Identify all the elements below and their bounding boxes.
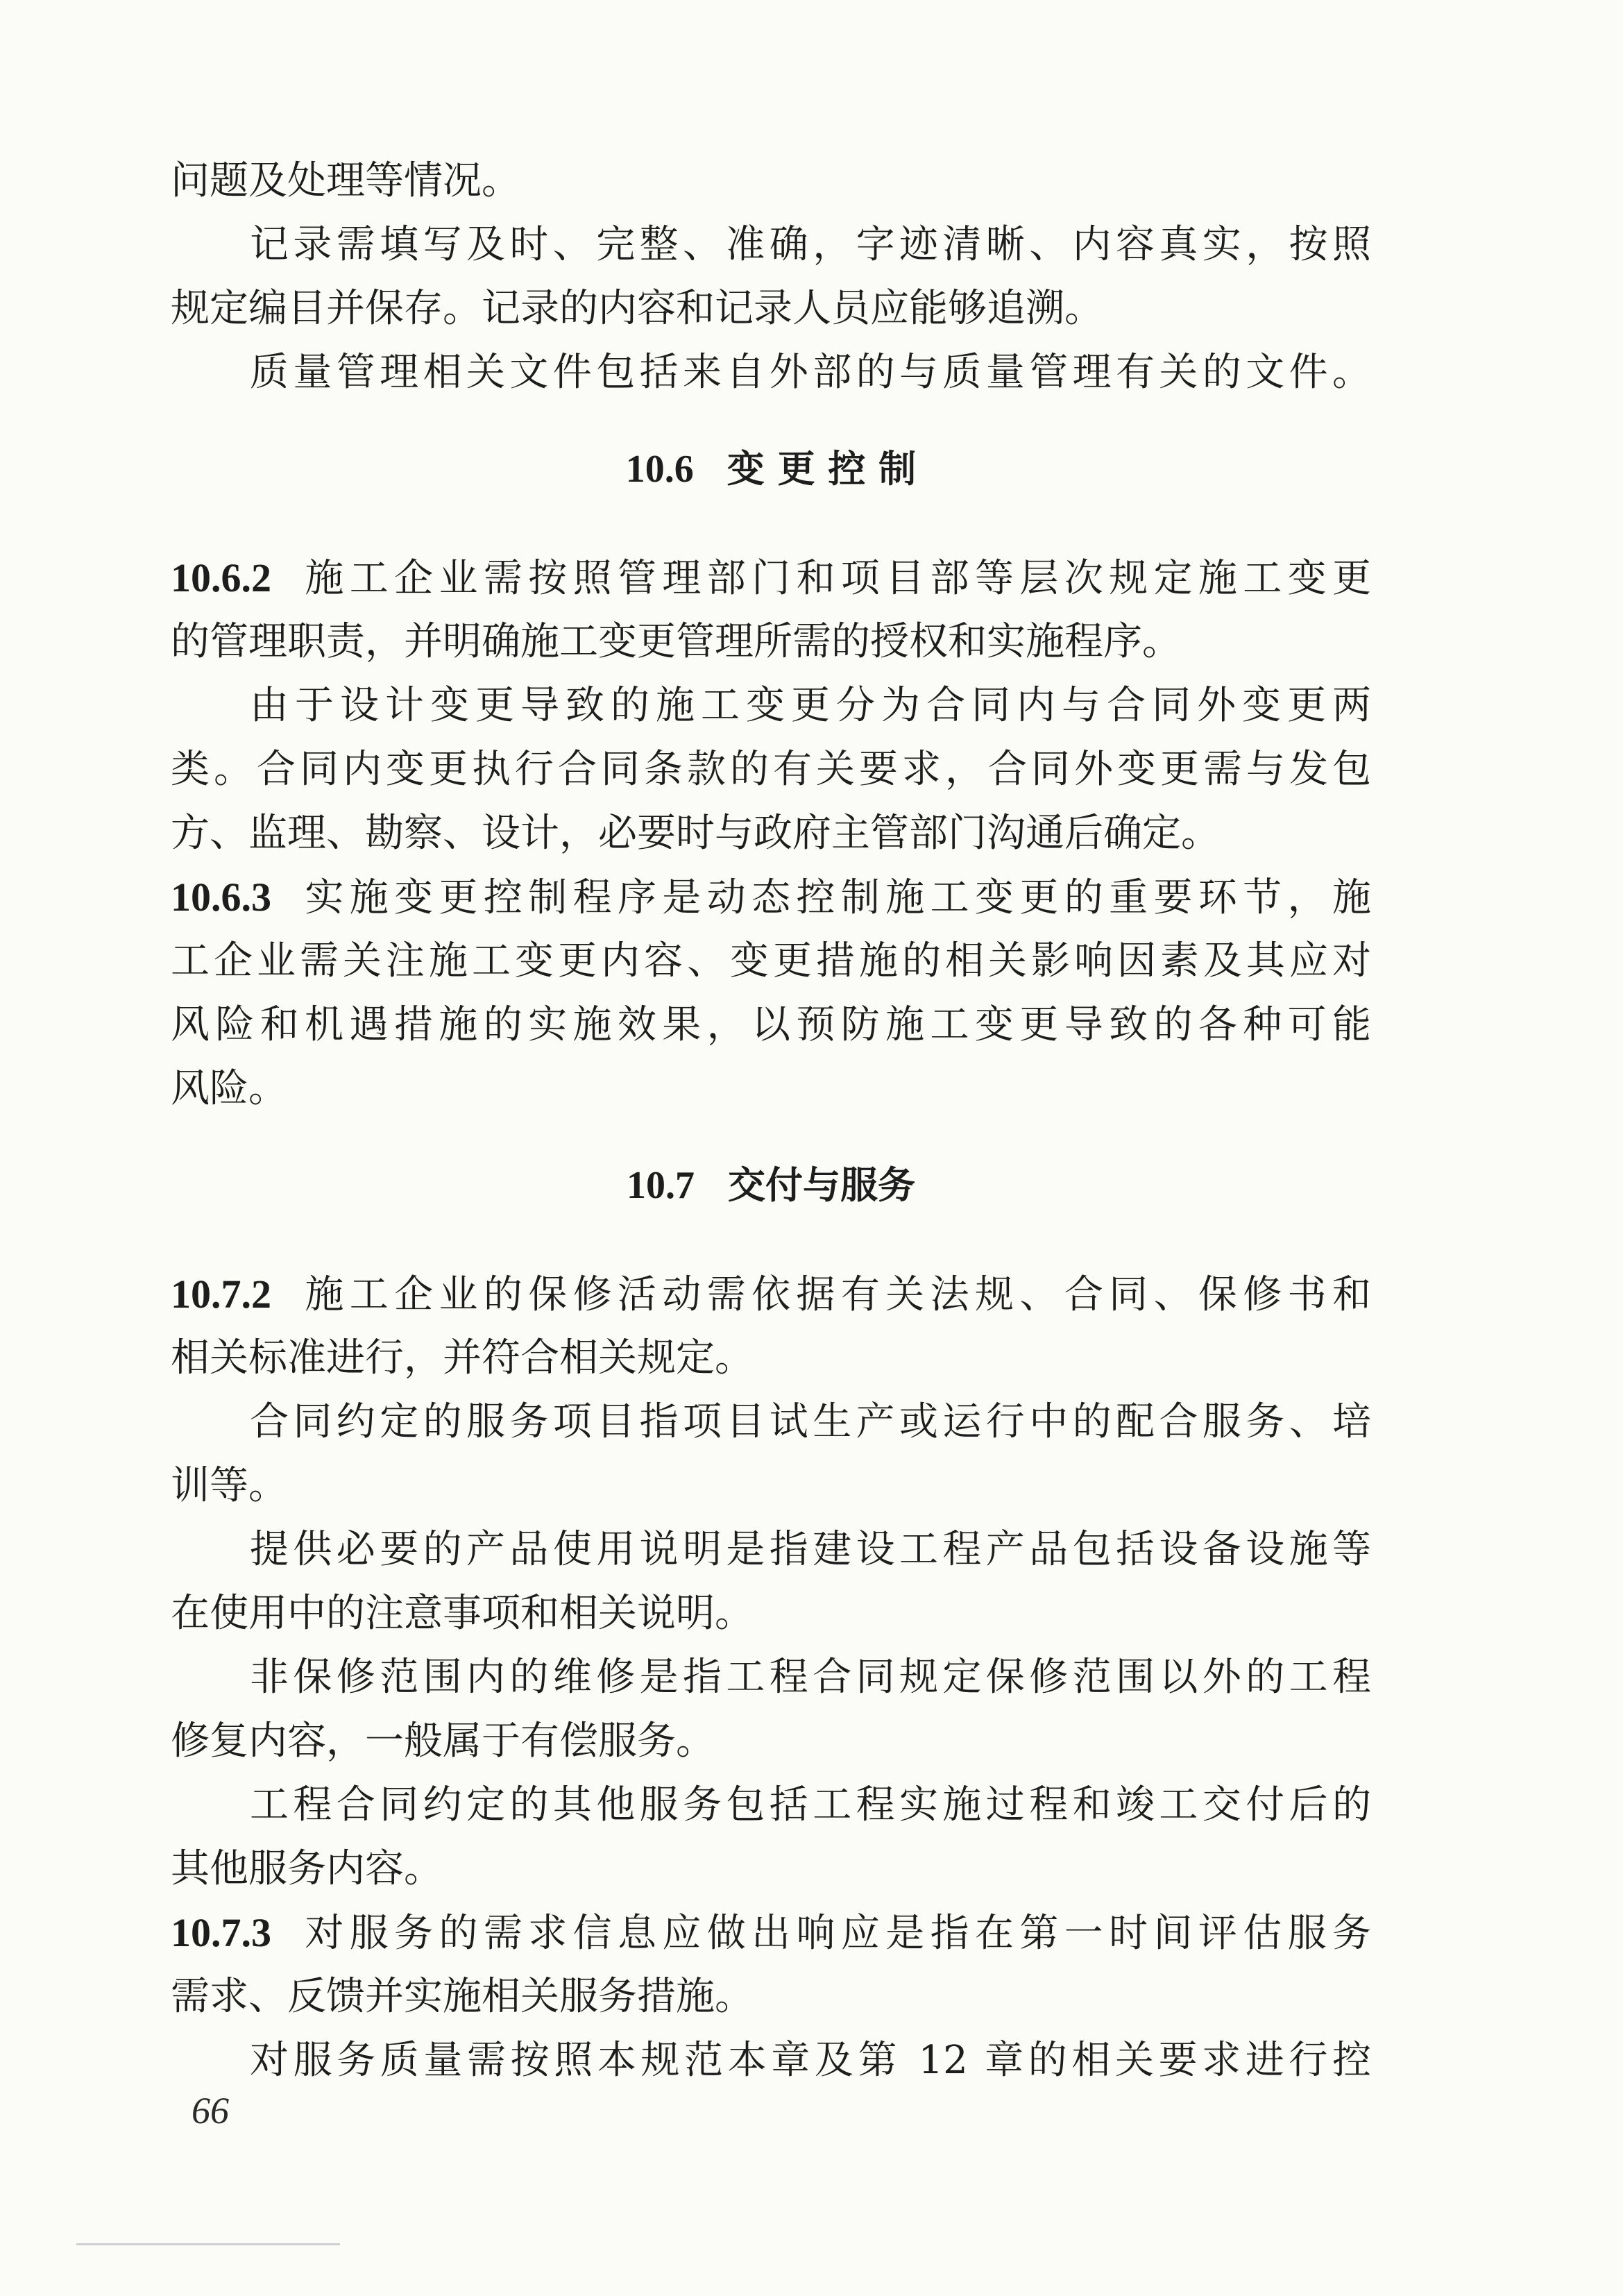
text-line: 由于设计变更导致的施工变更分为合同内与合同外变更两	[250, 683, 1371, 728]
section-title: 变 更 控 制	[726, 446, 917, 491]
section-number: 10.6	[625, 448, 694, 491]
section-number: 10.7	[627, 1164, 695, 1207]
text-line: 训等。	[171, 1463, 287, 1508]
text-line: 相关标准进行，并符合相关规定。	[171, 1335, 754, 1381]
clause-10-7-2-line	[171, 1263, 1371, 1326]
text-line: 合同约定的服务项目指项目试生产或运行中的配合服务、培	[250, 1399, 1371, 1444]
clause-number: 10.6.2	[171, 555, 271, 600]
text-line: 类。合同内变更执行合同条款的有关要求，合同外变更需与发包	[171, 747, 1371, 792]
text-line: 修复内容，一般属于有偿服务。	[171, 1719, 715, 1764]
text-line: 问题及处理等情况。	[171, 158, 520, 203]
clause-10-7-3-line	[171, 1901, 1371, 1965]
clause-number: 10.7.3	[171, 1910, 271, 1955]
page-body	[171, 149, 1371, 2093]
text-line: 风险和机遇措施的实施效果，以预防施工变更导致的各种可能	[171, 1002, 1371, 1047]
clause-10-6-2-line	[171, 546, 1371, 610]
text-line: 工程合同约定的其他服务包括工程实施过程和竣工交付后的	[250, 1782, 1371, 1827]
text-line: 记录需填写及时、完整、准确，字迹清晰、内容真实，按照	[250, 222, 1371, 267]
clause-text: 施工企业需按照管理部门和项目部等层次规定施工变更	[299, 556, 1371, 601]
text-line: 对服务质量需按照本规范本章及第 12 章的相关要求进行控	[250, 2038, 1371, 2083]
clause-10-6-3-line	[171, 866, 1371, 929]
clause-text: 对服务的需求信息应做出响应是指在第一时间评估服务	[299, 1911, 1371, 1956]
text-line: 风险。	[171, 1066, 287, 1111]
section-heading-10-7	[171, 1153, 1371, 1217]
clause-number: 10.7.2	[171, 1272, 271, 1317]
text-line: 方、监理、勘察、设计，必要时与政府主管部门沟通后确定。	[171, 811, 1220, 856]
clause-text: 施工企业的保修活动需依据有关法规、合同、保修书和	[299, 1272, 1371, 1317]
text-line: 在使用中的注意事项和相关说明。	[171, 1591, 754, 1636]
text-line: 质量管理相关文件包括来自外部的与质量管理有关的文件。	[250, 350, 1371, 395]
section-heading-10-6	[171, 437, 1371, 500]
clause-number: 10.6.3	[171, 875, 271, 920]
text-line: 提供必要的产品使用说明是指建设工程产品包括设备设施等	[250, 1527, 1371, 1572]
page-number: 66	[192, 2090, 229, 2132]
text-line: 工企业需关注施工变更内容、变更措施的相关影响因素及其应对	[171, 938, 1371, 984]
bottom-rule	[76, 2243, 340, 2245]
text-line: 需求、反馈并实施相关服务措施。	[171, 1974, 754, 2019]
text-line: 非保修范围内的维修是指工程合同规定保修范围以外的工程	[250, 1655, 1371, 1700]
text-line: 的管理职责，并明确施工变更管理所需的授权和实施程序。	[171, 619, 1181, 664]
clause-text: 实施变更控制程序是动态控制施工变更的重要环节，施	[299, 875, 1371, 920]
text-line: 其他服务内容。	[171, 1846, 443, 1891]
section-title: 交付与服务	[728, 1163, 915, 1207]
text-line: 规定编目并保存。记录的内容和记录人员应能够追溯。	[171, 286, 1103, 331]
